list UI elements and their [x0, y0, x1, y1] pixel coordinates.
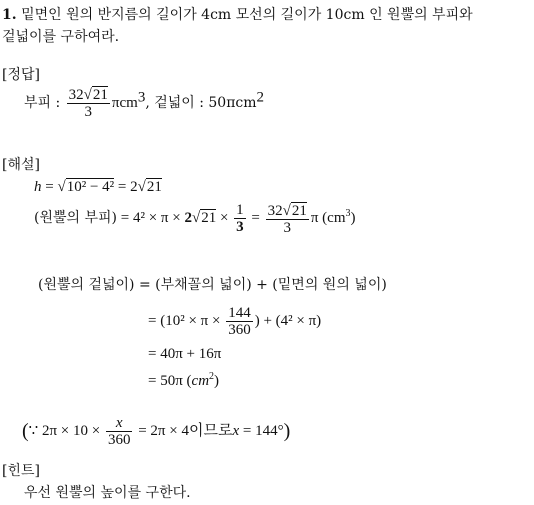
- problem-text-1: 밑면인 원의 반지름의 길이가 4cm 모선의 길이가 10cm 인 원뿔의 부피와: [21, 7, 473, 23]
- volume-res-unit-exp: 3: [345, 208, 351, 219]
- area-label: (원뿔의 겉넓이): [38, 277, 135, 293]
- volume-frac-num: 1: [236, 202, 244, 219]
- answer-line: [24, 86, 264, 120]
- volume-third-fraction: [234, 202, 246, 235]
- problem-number: 1.: [2, 7, 17, 23]
- because-a: ∵ 2π × 10 ×: [28, 423, 104, 439]
- area-line-3: = 40π + 16π: [148, 346, 222, 362]
- area-step2-b: ) + (4² × π): [254, 313, 322, 329]
- answer-vol-den: 3: [84, 104, 93, 120]
- area-rhs-1: = (부채꼴의 넓이) + (밑면의 원의 넓이): [134, 277, 387, 293]
- answer-heading: [정답]: [2, 67, 40, 83]
- area-line-4: [148, 372, 219, 390]
- because-close: ): [283, 420, 291, 442]
- volume-expr-rad: 21: [201, 210, 217, 226]
- volume-eq: =: [247, 210, 264, 226]
- because-x: x: [232, 423, 240, 439]
- because-den: 360: [107, 432, 131, 449]
- height-rhs-coef: = 2: [114, 179, 138, 195]
- answer-vol-rad: 21: [92, 87, 108, 103]
- sqrt-icon: √: [282, 202, 291, 219]
- area-step4-cm: cm: [191, 373, 210, 389]
- volume-frac-den: 3: [236, 219, 244, 236]
- height-radicand: 10² − 4²: [66, 179, 115, 195]
- volume-expr-b: 2: [184, 210, 192, 226]
- volume-expr-a: = 4² × π ×: [117, 210, 185, 226]
- hint-text: 우선 원뿔의 높이를 구한다.: [24, 485, 191, 501]
- answer-volume-label: 부피 :: [24, 95, 61, 111]
- area-line-1: [38, 276, 387, 294]
- area-step2-den: 360: [228, 322, 251, 339]
- sqrt-icon: √: [57, 179, 66, 195]
- answer-volume-fraction: [67, 86, 110, 120]
- volume-res-unit: π (cm: [310, 210, 346, 226]
- sqrt-icon: √: [83, 87, 92, 103]
- sqrt-icon: √: [191, 210, 201, 226]
- because-line: [22, 412, 290, 450]
- height-rhs-rad: 21: [146, 179, 162, 195]
- area-step2-fraction: [226, 305, 253, 338]
- area-step4-exp: 2: [209, 371, 215, 382]
- area-step4-a: = 50π (: [148, 373, 192, 389]
- problem-line-1: [2, 6, 473, 24]
- height-var: h: [34, 179, 42, 195]
- volume-result-fraction: [266, 202, 309, 236]
- because-num: x: [106, 415, 133, 432]
- volume-res-den: 3: [283, 219, 291, 236]
- because-open: (: [22, 420, 29, 442]
- solution-volume-line: [34, 200, 356, 236]
- area-line-2: [148, 302, 321, 340]
- area-step2-num: 144: [228, 305, 251, 322]
- area-step2-a: = (10² × π ×: [148, 313, 225, 329]
- sqrt-icon: √: [137, 179, 146, 195]
- volume-res-close: ): [350, 210, 356, 226]
- because-b: = 2π × 4이므로: [134, 423, 233, 439]
- volume-label: (원뿔의 부피): [34, 210, 117, 226]
- answer-area: , 겉넓이 : 50πcm: [145, 95, 257, 111]
- volume-res-rad: 21: [291, 202, 307, 219]
- problem-text-2: 겉넓이를 구하여라.: [2, 29, 120, 45]
- answer-vol-unit: πcm: [111, 95, 138, 111]
- area-step4-close: ): [214, 373, 220, 389]
- because-c: = 144°: [239, 423, 284, 439]
- because-fraction: [106, 415, 133, 448]
- problem-line-2: [2, 28, 119, 46]
- volume-expr-c: ×: [216, 210, 233, 226]
- height-eq: =: [41, 179, 58, 195]
- hint-heading: [힌트]: [2, 463, 40, 479]
- answer-vol-coef: 32: [68, 87, 84, 103]
- solution-height-line: [34, 178, 162, 196]
- volume-res-coef: 32: [267, 202, 283, 219]
- solution-heading: [해설]: [2, 157, 40, 173]
- answer-area-exp: 2: [256, 89, 265, 106]
- answer-vol-exp: 3: [137, 89, 146, 106]
